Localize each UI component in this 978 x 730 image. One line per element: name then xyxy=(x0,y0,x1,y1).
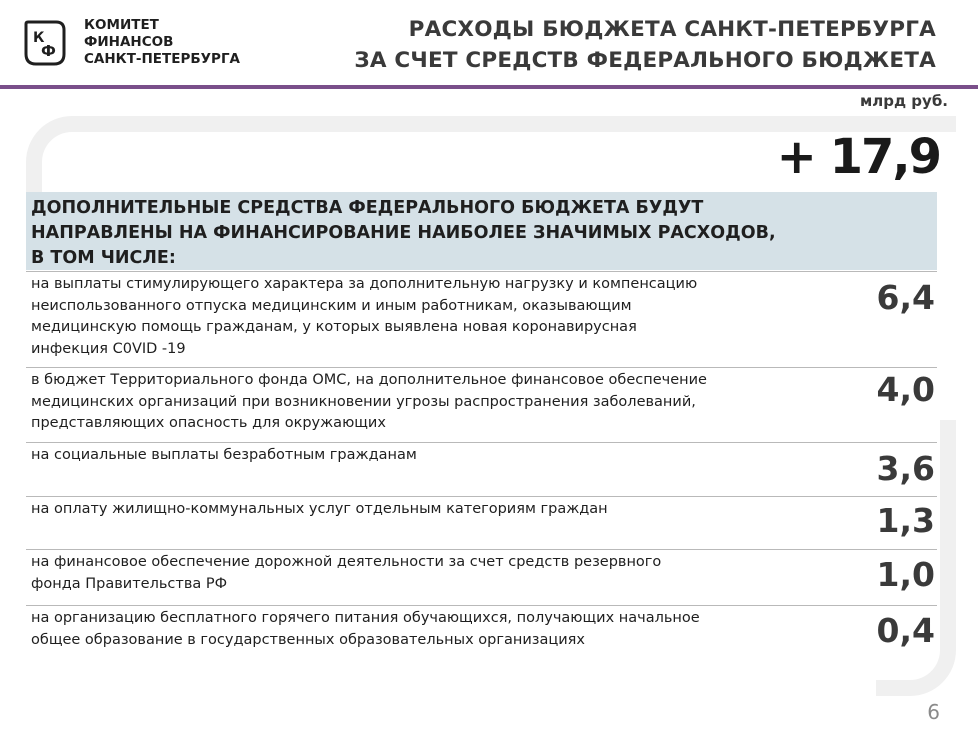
organization-name xyxy=(84,17,284,68)
summary-banner-line: ДОПОЛНИТЕЛЬНЫЕ СРЕДСТВА ФЕДЕРАЛЬНОГО БЮДЖЕТА БУДУТ xyxy=(31,198,704,218)
expense-description xyxy=(31,445,851,467)
expense-row xyxy=(26,549,937,605)
expense-row xyxy=(26,367,937,442)
expense-description-line: на организацию бесплатного горячего питания обучающихся, получающих начальное xyxy=(31,610,700,626)
page-title xyxy=(296,14,936,76)
expense-row xyxy=(26,605,937,661)
expense-description xyxy=(31,608,851,651)
expense-row xyxy=(26,496,937,549)
expense-row xyxy=(26,271,937,367)
expense-amount: 6,4 xyxy=(876,278,935,317)
expense-amount: 3,6 xyxy=(876,449,935,488)
summary-banner-line: НАПРАВЛЕНЫ НА ФИНАНСИРОВАНИЕ НАИБОЛЕЕ ЗНАЧИМЫХ РАСХОДОВ, xyxy=(31,223,776,243)
committee-logo-icon xyxy=(24,20,66,66)
expense-description xyxy=(31,274,851,360)
expense-description-line: инфекция C0VID -19 xyxy=(31,340,186,357)
summary-banner-line: В ТОМ ЧИСЛЕ: xyxy=(31,248,176,268)
organization-name-line: САНКТ-ПЕТЕРБУРГА xyxy=(84,51,240,67)
svg-text:К: К xyxy=(33,30,45,46)
page-title-line: ЗА СЧЕТ СРЕДСТВ ФЕДЕРАЛЬНОГО БЮДЖЕТА xyxy=(354,48,936,73)
expense-description xyxy=(31,552,851,595)
organization-name-line: КОМИТЕТ xyxy=(84,17,159,33)
expense-description-line: неиспользованного отпуска медицинским и иным работникам, оказывающим xyxy=(31,297,632,314)
expense-description-line: в бюджет Территориального фонда ОМС, на дополнительное финансовое обеспечение xyxy=(31,372,707,388)
page-title-line: РАСХОДЫ БЮДЖЕТА САНКТ-ПЕТЕРБУРГА xyxy=(408,17,936,42)
expense-amount: 4,0 xyxy=(876,370,935,409)
expense-amount: 1,0 xyxy=(876,555,935,594)
svg-text:Ф: Ф xyxy=(41,42,56,60)
expense-description-line: на социальные выплаты безработным гражданам xyxy=(31,447,417,463)
expense-description-line: фонда Правительства РФ xyxy=(31,575,228,592)
expense-description-line: на финансовое обеспечение дорожной деятельности за счет средств резервного xyxy=(31,554,662,570)
page-number: 6 xyxy=(927,700,940,724)
expense-description xyxy=(31,370,851,435)
header-divider xyxy=(0,85,978,89)
expense-amount: 1,3 xyxy=(876,501,935,540)
organization-name-line: ФИНАНСОВ xyxy=(84,34,174,50)
expense-description-line: медицинскую помощь гражданам, у которых выявлена новая коронавирусная xyxy=(31,319,637,335)
expense-description-line: представляющих опасность для окружающих xyxy=(31,415,386,431)
expense-description-line: общее образование в государственных образовательных организациях xyxy=(31,631,585,648)
expense-list xyxy=(26,271,937,661)
expense-description-line: на выплаты стимулирующего характера за дополнительную нагрузку и компенсацию xyxy=(31,276,698,292)
expense-amount: 0,4 xyxy=(876,611,935,650)
summary-banner xyxy=(26,192,937,270)
expense-description-line: медицинских организаций при возникновении угрозы распространения заболеваний, xyxy=(31,393,696,410)
expense-description-line: на оплату жилищно-коммунальных услуг отдельным категориям граждан xyxy=(31,501,608,517)
total-amount: + 17,9 xyxy=(776,129,940,185)
unit-label: млрд руб. xyxy=(859,92,948,110)
expense-description xyxy=(31,499,851,521)
expense-row xyxy=(26,442,937,496)
